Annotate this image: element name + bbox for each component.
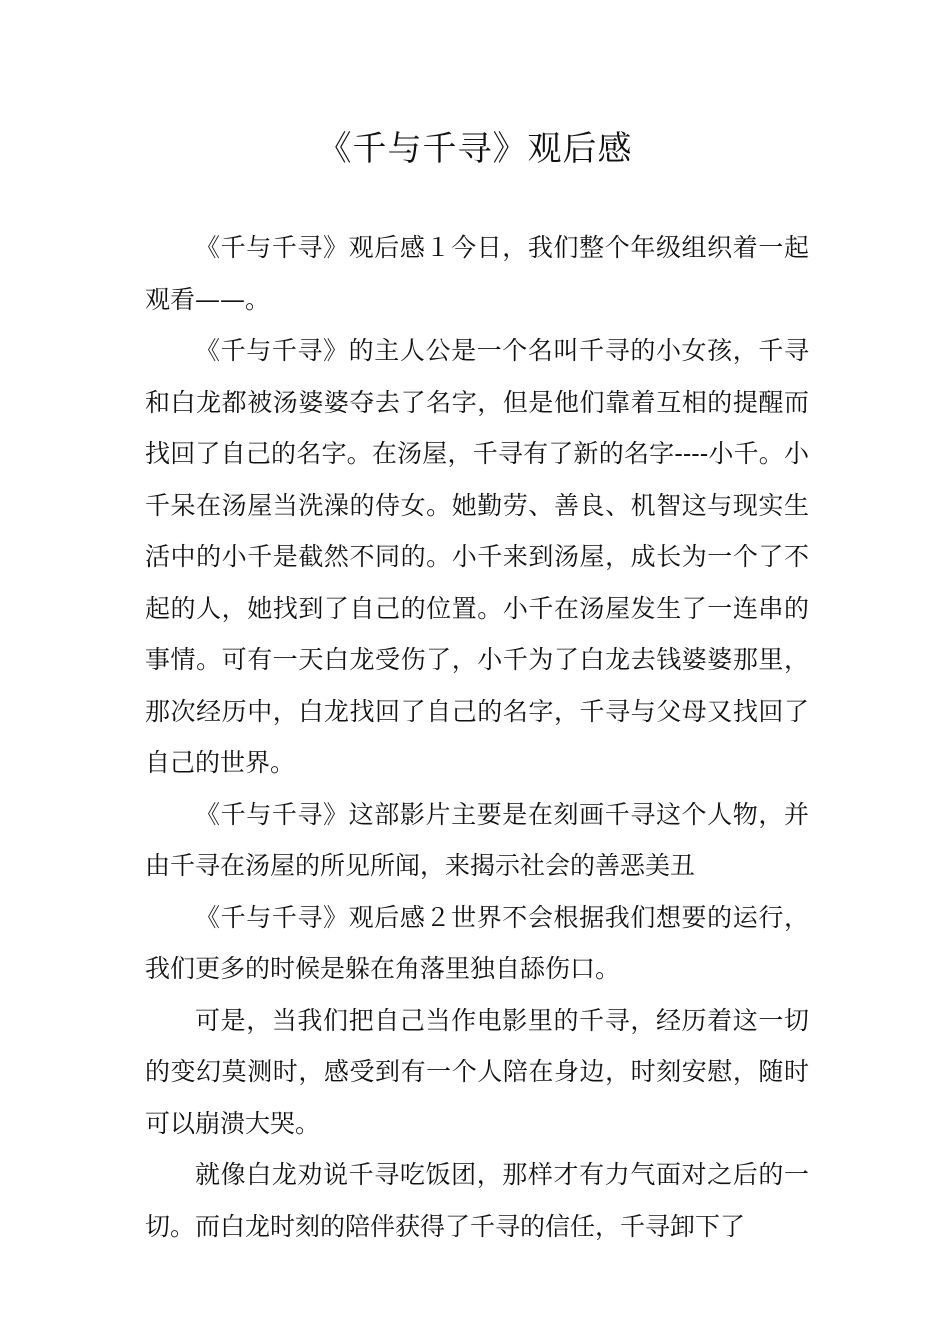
paragraph-4: 《千与千寻》观后感２世界不会根据我们想要的运行，我们更多的时候是躲在角落里独自舔伤口。 xyxy=(145,902,809,983)
paragraph-5: 可是，当我们把自己当作电影里的千寻，经历着这一切的变幻莫测时，感受到有一个人陪在身边，时刻安慰，随时可以崩溃大哭。 xyxy=(145,1005,809,1138)
document-body xyxy=(145,222,809,1252)
paragraph-1: 《千与千寻》观后感１今日，我们整个年级组织着一起观看——。 xyxy=(145,233,809,314)
paragraph-6: 就像白龙劝说千寻吃饭团，那样才有力气面对之后的一切。而白龙时刻的陪伴获得了千寻的信任，千寻卸下了 xyxy=(145,1160,809,1241)
paragraph-3: 《千与千寻》这部影片主要是在刻画千寻这个人物，并由千寻在汤屋的所见所闻，来揭示社会的善恶美丑 xyxy=(145,799,809,880)
document-title: 《千与千寻》观后感 xyxy=(317,129,633,169)
paragraph-2: 《千与千寻》的主人公是一个名叫千寻的小女孩，千寻和白龙都被汤婆婆夺去了名字，但是他们靠着互相的提醒而找回了自己的名字。在汤屋，千寻有了新的名字----小千。小千呆在汤屋当洗澡的侍女。她勤劳、善良、机智这与现实生活中的小千是截然不同的。小千来到汤屋，成长为一个了不起的人，她找到了自己的位置。小千在汤屋发生了一连串的事情。可有一天白龙受伤了，小千为了白龙去钱婆婆那里，那次经历中，白龙找回了自己的名字，千寻与父母又找回了自己的世界。 xyxy=(145,336,809,777)
